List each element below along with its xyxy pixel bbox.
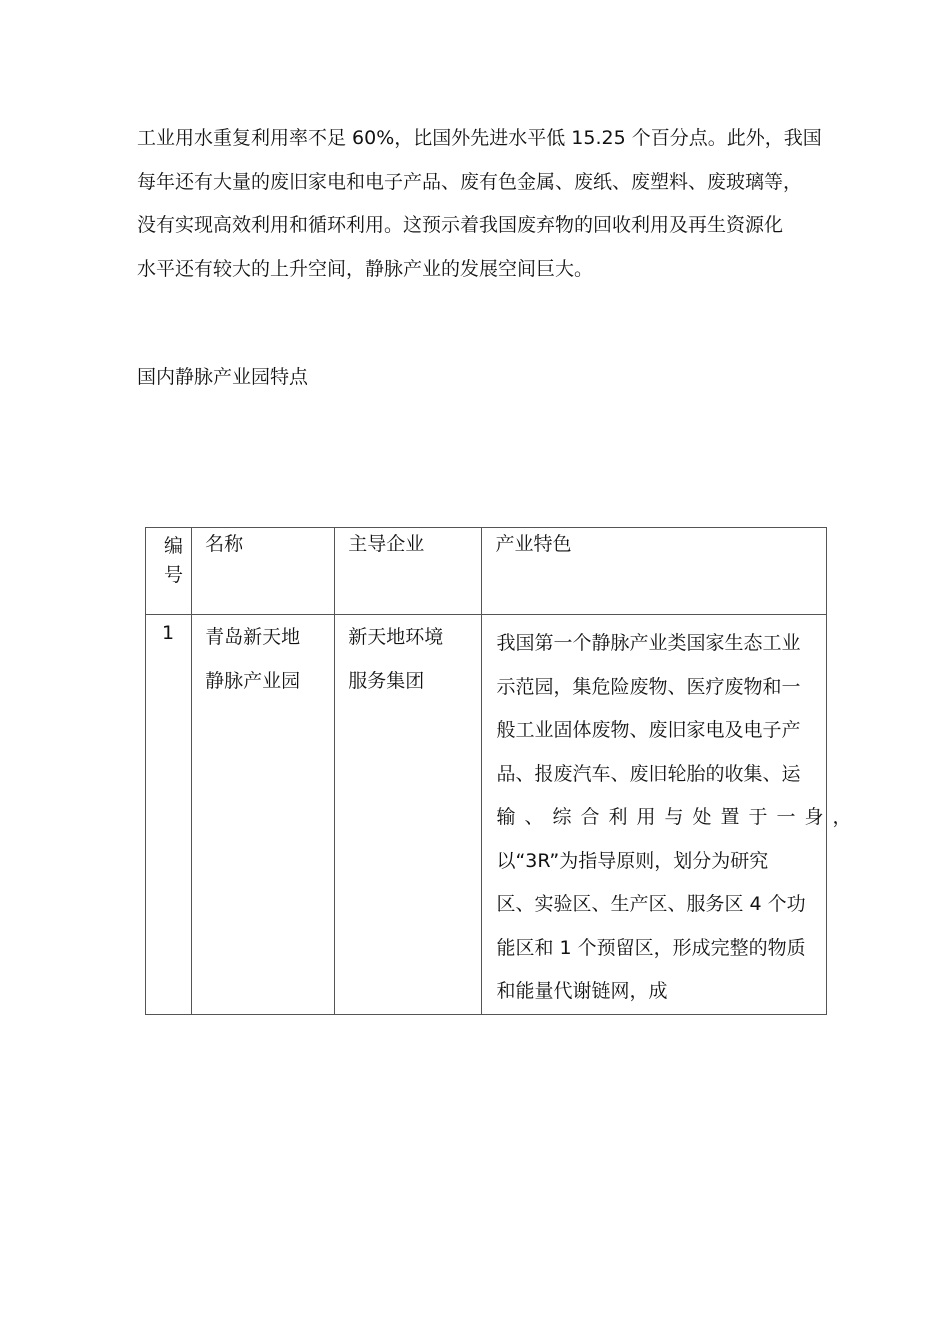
- row-features-line: 能区和 1 个预留区，形成完整的物质: [496, 936, 806, 959]
- row-enterprise: [335, 615, 482, 1015]
- paragraph-line: 水平还有较大的上升空间，静脉产业的发展空间巨大。: [137, 257, 594, 280]
- row-features-line: 输、综合利用与处置于一身，: [496, 806, 861, 828]
- row-features-line: 示范园，集危险废物、医疗废物和一: [496, 675, 801, 698]
- header-features: 产业特色: [482, 528, 827, 615]
- row-features-line: 品、报废汽车、废旧轮胎的收集、运: [496, 762, 801, 785]
- row-name: [192, 615, 335, 1015]
- row-features-line: 以“3R”为指导原则，划分为研究: [496, 849, 769, 872]
- paragraph-line: 每年还有大量的废旧家电和电子产品、废有色金属、废纸、废塑料、废玻璃等，: [137, 170, 803, 193]
- body-paragraph: [137, 117, 837, 291]
- row-enterprise-line: 新天地环境: [348, 626, 444, 648]
- paragraph-line: 工业用水重复利用率不足 60%，比国外先进水平低 15.25 个百分点。此外，我国: [137, 127, 822, 149]
- header-name: 名称: [192, 528, 335, 615]
- row-features-line: 区、实验区、生产区、服务区 4 个功: [496, 893, 806, 915]
- row-features-line: 般工业固体废物、废旧家电及电子产: [496, 719, 801, 741]
- section-heading: 国内静脉产业园特点: [137, 366, 309, 388]
- row-enterprise-line: 服务集团: [348, 669, 425, 692]
- row-features: [482, 615, 861, 1015]
- row-name-line: 静脉产业园: [205, 669, 301, 692]
- header-number: [146, 528, 192, 615]
- header-enterprise: 主导企业: [335, 528, 482, 615]
- header-number-line: 号: [164, 564, 184, 586]
- table-row: [146, 615, 827, 1015]
- eco-park-table: [145, 527, 861, 1015]
- row-features-line: 我国第一个静脉产业类国家生态工业: [496, 632, 801, 654]
- paragraph-line: 没有实现高效利用和循环利用。这预示着我国废弃物的回收利用及再生资源化: [137, 214, 784, 236]
- header-number-line: 编: [164, 535, 184, 557]
- table-header-row: [146, 528, 827, 615]
- row-name-line: 青岛新天地: [205, 626, 301, 648]
- row-features-line: 和能量代谢链网，成: [496, 980, 668, 1002]
- row-number: 1: [146, 615, 192, 1015]
